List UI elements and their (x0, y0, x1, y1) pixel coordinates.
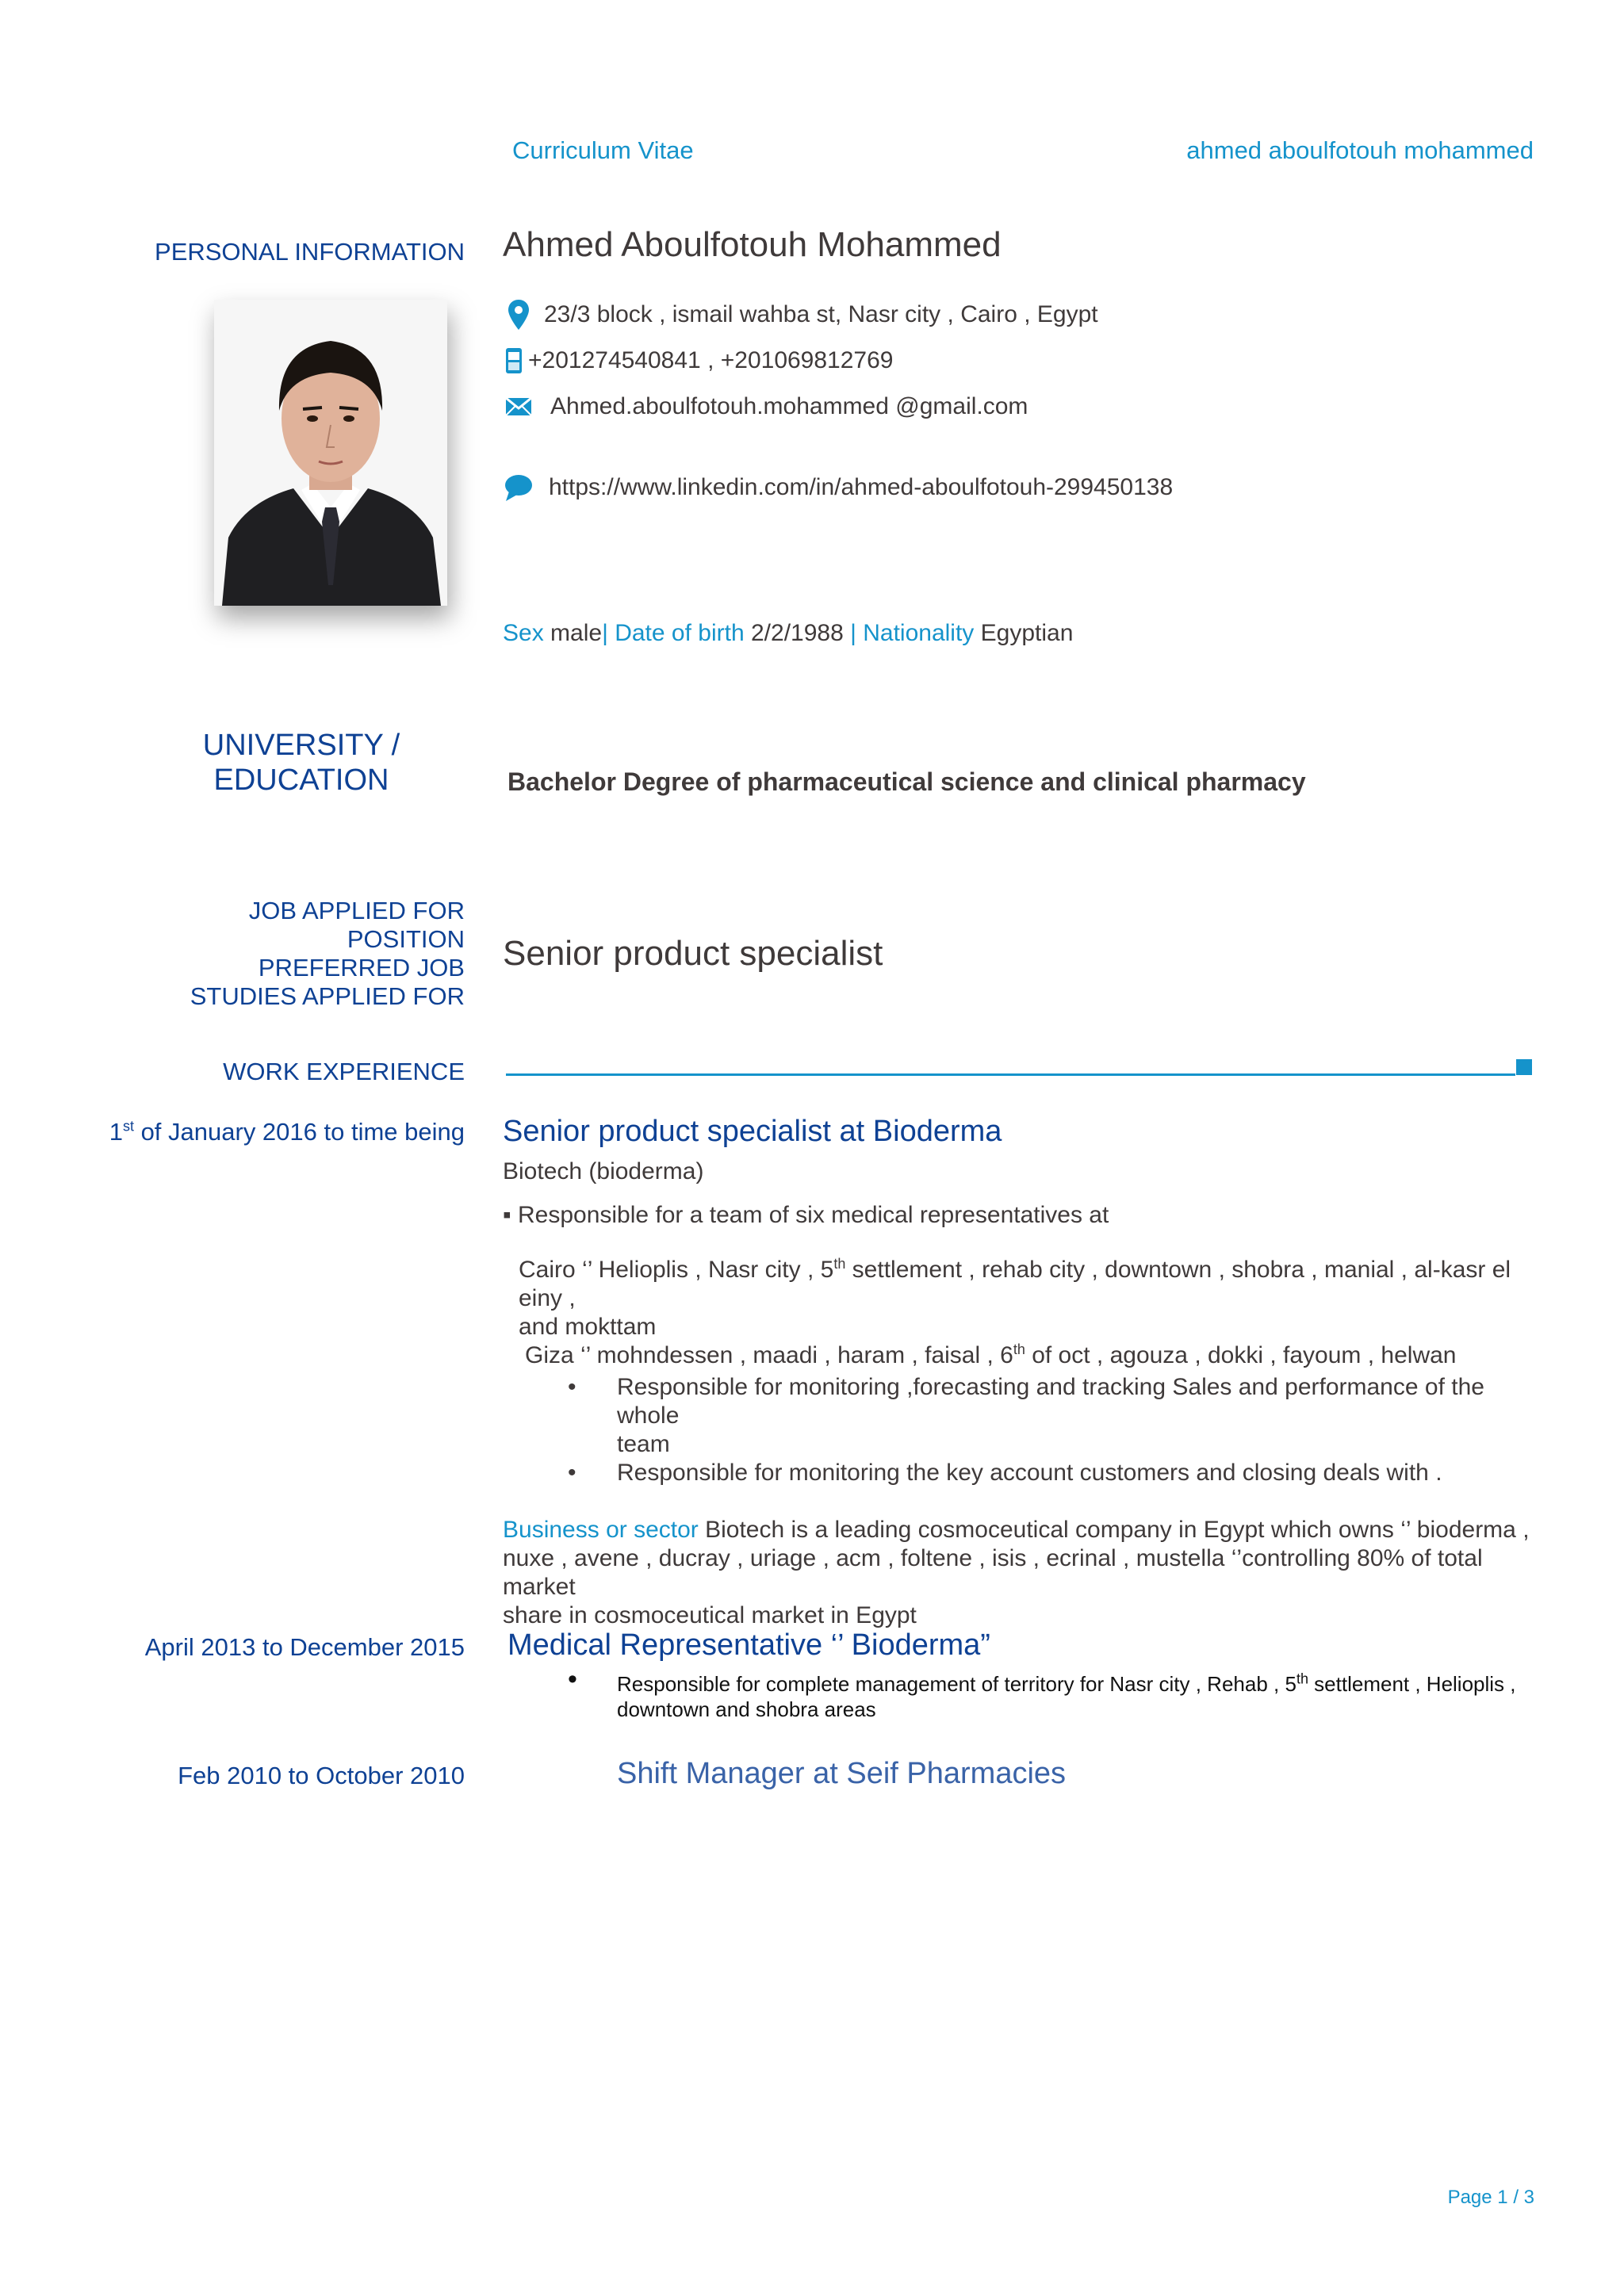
separator: | (843, 620, 864, 646)
bullet-dot-icon: • (568, 1664, 577, 1694)
education-degree: Bachelor Degree of pharmaceutical science and clinical pharmacy (508, 767, 1306, 796)
dob-value: 2/2/1988 (750, 620, 844, 646)
entry3-date: Feb 2010 to October 2010 (178, 1762, 465, 1789)
giza-sup: th (1013, 1341, 1025, 1357)
entry1-sector (503, 1516, 1534, 1630)
person-portrait-icon (214, 300, 447, 606)
bullet1-line2: team (617, 1431, 670, 1457)
sector-text: Biotech is a leading cosmoceutical company in Egypt which owns ‘’ bioderma , (698, 1517, 1530, 1543)
section-divider (506, 1073, 1515, 1076)
giza-text-rest: of oct , agouza , dokki , fayoum , helwan (1025, 1342, 1457, 1368)
entry1-title: Senior product specialist at Bioderma (503, 1115, 1002, 1148)
entry2-title: Medical Representative ‘’ Bioderma” (508, 1628, 990, 1662)
entry1-date-day: 1 (109, 1118, 123, 1146)
sector-line1 (503, 1516, 1534, 1544)
entry2-bullets (568, 1664, 1553, 1722)
entry2-bullet-line1 (617, 1671, 1553, 1697)
entry2-date: April 2013 to December 2015 (144, 1633, 465, 1661)
linkedin-row (503, 474, 1173, 501)
list-item (568, 1373, 1545, 1459)
bullet1-line1: Responsible for monitoring ,forecasting and tracking Sales and performance of the whole (617, 1374, 1484, 1429)
giza-line (519, 1341, 1542, 1370)
email-row (503, 393, 1028, 420)
sector-label: Business or sector (503, 1517, 699, 1543)
separator: | (602, 620, 608, 646)
entry3-title: Shift Manager at Seif Pharmacies (617, 1757, 1067, 1790)
education-label-line2: EDUCATION (213, 763, 389, 797)
entry1-company: Biotech (bioderma) (503, 1158, 704, 1184)
cairo-line (519, 1256, 1542, 1313)
bullet-dot-icon: • (568, 1460, 576, 1486)
entry1-date-sup: st (122, 1118, 134, 1135)
list-item (568, 1664, 1553, 1722)
giza-text: Giza ‘’ mohndessen , maadi , haram , faisal , 6 (525, 1342, 1013, 1368)
bullet-dot-icon: • (568, 1374, 576, 1400)
phone-text: +201274540841 , +201069812769 (528, 347, 894, 373)
section-label-work: WORK EXPERIENCE (223, 1058, 465, 1085)
header-left: Curriculum Vitae (512, 136, 694, 164)
job-label-line: STUDIES APPLIED FOR (190, 982, 465, 1010)
entry2-bullet-text: Responsible for complete management of territory for Nasr city , Rehab , 5 (617, 1672, 1297, 1696)
envelope-icon (503, 397, 534, 416)
entry1-territories (519, 1256, 1542, 1370)
sector-line2: nuxe , avene , ducray , uriage , acm , foltene , isis , ecrinal , mustella ‘’controlling 80% of total market (503, 1545, 1483, 1600)
linkedin-link[interactable]: https://www.linkedin.com/in/ahmed-aboulfotouh-299450138 (549, 474, 1174, 500)
entry2-bullet-rest: settlement , Helioplis , (1308, 1672, 1516, 1696)
page-number: Page 1 / 3 (1447, 2187, 1534, 2208)
entry1-date (109, 1118, 465, 1146)
phone-row (503, 347, 893, 374)
section-label-job (190, 897, 465, 1011)
divider-marker (1516, 1059, 1532, 1075)
personal-details-line (503, 620, 1073, 647)
education-label-line1: UNIVERSITY / (202, 729, 400, 762)
sex-label: Sex (503, 620, 544, 646)
list-item (568, 1459, 1545, 1487)
section-label-personal: PERSONAL INFORMATION (155, 238, 465, 266)
nationality-value: Egyptian (980, 620, 1074, 646)
email-text[interactable]: Ahmed.aboulfotouh.mohammed @gmail.com (550, 393, 1028, 419)
job-title: Senior product specialist (503, 934, 883, 973)
cairo-text-rest: settlement , rehab city , downtown , shobra , manial , al-kasr el einy , (519, 1257, 1511, 1311)
cairo-text: Cairo ‘’ Helioplis , Nasr city , 5 (519, 1257, 834, 1283)
cairo-sup: th (833, 1256, 846, 1272)
dob-label: Date of birth (607, 620, 745, 646)
sector-line3: share in cosmoceutical market in Egypt (503, 1602, 917, 1628)
entry1-bullets (568, 1373, 1545, 1487)
mobile-phone-icon (503, 347, 525, 374)
job-label-line: PREFERRED JOB (258, 954, 465, 982)
entry1-responsibility: ▪ Responsible for a team of six medical representatives at (503, 1202, 1109, 1228)
address-row (503, 300, 1098, 330)
cairo-line2: and mokttam (519, 1314, 657, 1340)
section-label-education (159, 728, 444, 798)
nationality-label: Nationality (863, 620, 975, 646)
speech-bubble-icon (503, 474, 534, 501)
bullet2-text: Responsible for monitoring the key account customers and closing deals with . (617, 1460, 1442, 1486)
job-label-line: JOB APPLIED FOR (248, 897, 465, 924)
profile-photo (214, 300, 447, 606)
entry2-bullet-sup: th (1296, 1670, 1308, 1687)
entry1-date-rest: of January 2016 to time being (133, 1118, 465, 1146)
address-text: 23/3 block , ismail wahba st, Nasr city , Cairo , Egypt (544, 301, 1098, 327)
entry2-bullet-line2: downtown and shobra areas (617, 1697, 876, 1721)
job-label-line: POSITION (347, 925, 465, 953)
sex-value: male (550, 620, 603, 646)
location-pin-icon (503, 300, 534, 330)
person-name: Ahmed Aboulfotouh Mohammed (503, 225, 1002, 264)
header-right: ahmed aboulfotouh mohammed (1186, 136, 1534, 164)
